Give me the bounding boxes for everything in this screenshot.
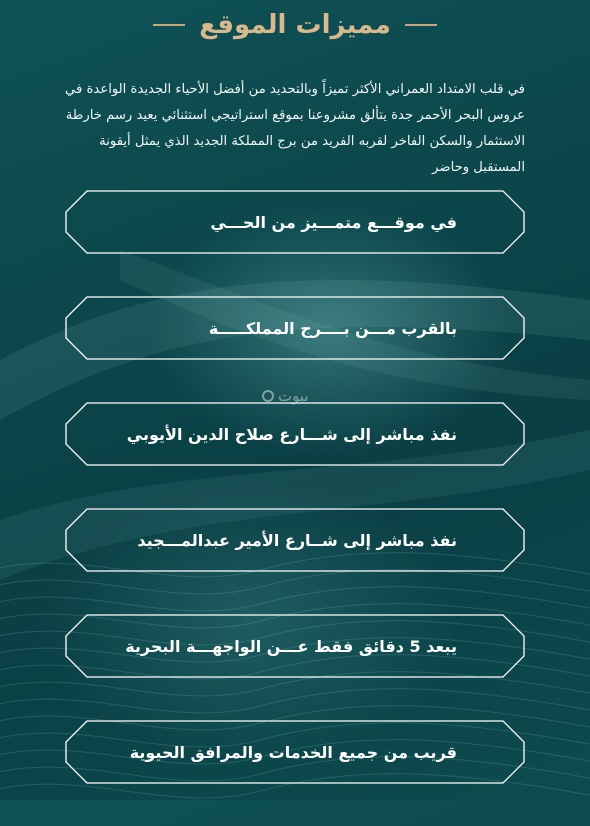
feature-label: في موقـــع متمـــيز من الحـــي xyxy=(210,212,457,232)
wave-line xyxy=(0,723,590,747)
feature-label: بالقرب مـــن بــــرج المملكـــــة xyxy=(208,318,457,338)
wave-line xyxy=(0,553,590,577)
feature-label: قريب من جميع الخدمات والمرافق الحيوية xyxy=(129,742,457,762)
wave-line xyxy=(0,672,590,696)
wave-line xyxy=(0,740,590,764)
feature-item-3 xyxy=(65,402,525,466)
title-line-right xyxy=(405,24,437,26)
wave-line xyxy=(0,689,590,713)
wave-line xyxy=(0,570,590,594)
watermark-text: بيوت xyxy=(278,387,309,405)
wave-line xyxy=(0,774,590,798)
feature-item-1 xyxy=(65,190,525,254)
page-header xyxy=(0,0,590,50)
wave-line xyxy=(0,757,590,781)
feature-item-2 xyxy=(65,296,525,360)
feature-label: يبعد 5 دقائق فقط عـــن الواجهـــة البحرية xyxy=(125,636,457,656)
wave-line xyxy=(0,706,590,730)
feature-label: نفذ مباشر إلى شــارع الأمير عبدالمـــجيد xyxy=(137,530,457,550)
title-line-left xyxy=(153,24,185,26)
wave-line xyxy=(0,604,590,628)
intro-paragraph: في قلب الامتداد العمراني الأكثر تميزاً وبالتحديد من أفضل الأحياء الجديدة الواعدة في عروس البحر الأحمر جدة يتألق مشروعنا بموقع استراتيجي استثنائي يعيد رسم خارطة الاستثمار والسكن الفاخر لقربه الفريد من برج المملكة الجديد الذي يمثل أيقونة المستقبل وحاضر xyxy=(65,82,525,176)
page-title: مميزات الموقع xyxy=(199,10,391,40)
feature-label: نفذ مباشر إلى شـــارع صلاح الدين الأيوبي xyxy=(126,424,457,444)
wave-line xyxy=(0,621,590,645)
wave-line xyxy=(0,587,590,611)
wave-line xyxy=(0,655,590,679)
wave-lines-decoration xyxy=(0,540,590,800)
wave-line xyxy=(0,638,590,662)
